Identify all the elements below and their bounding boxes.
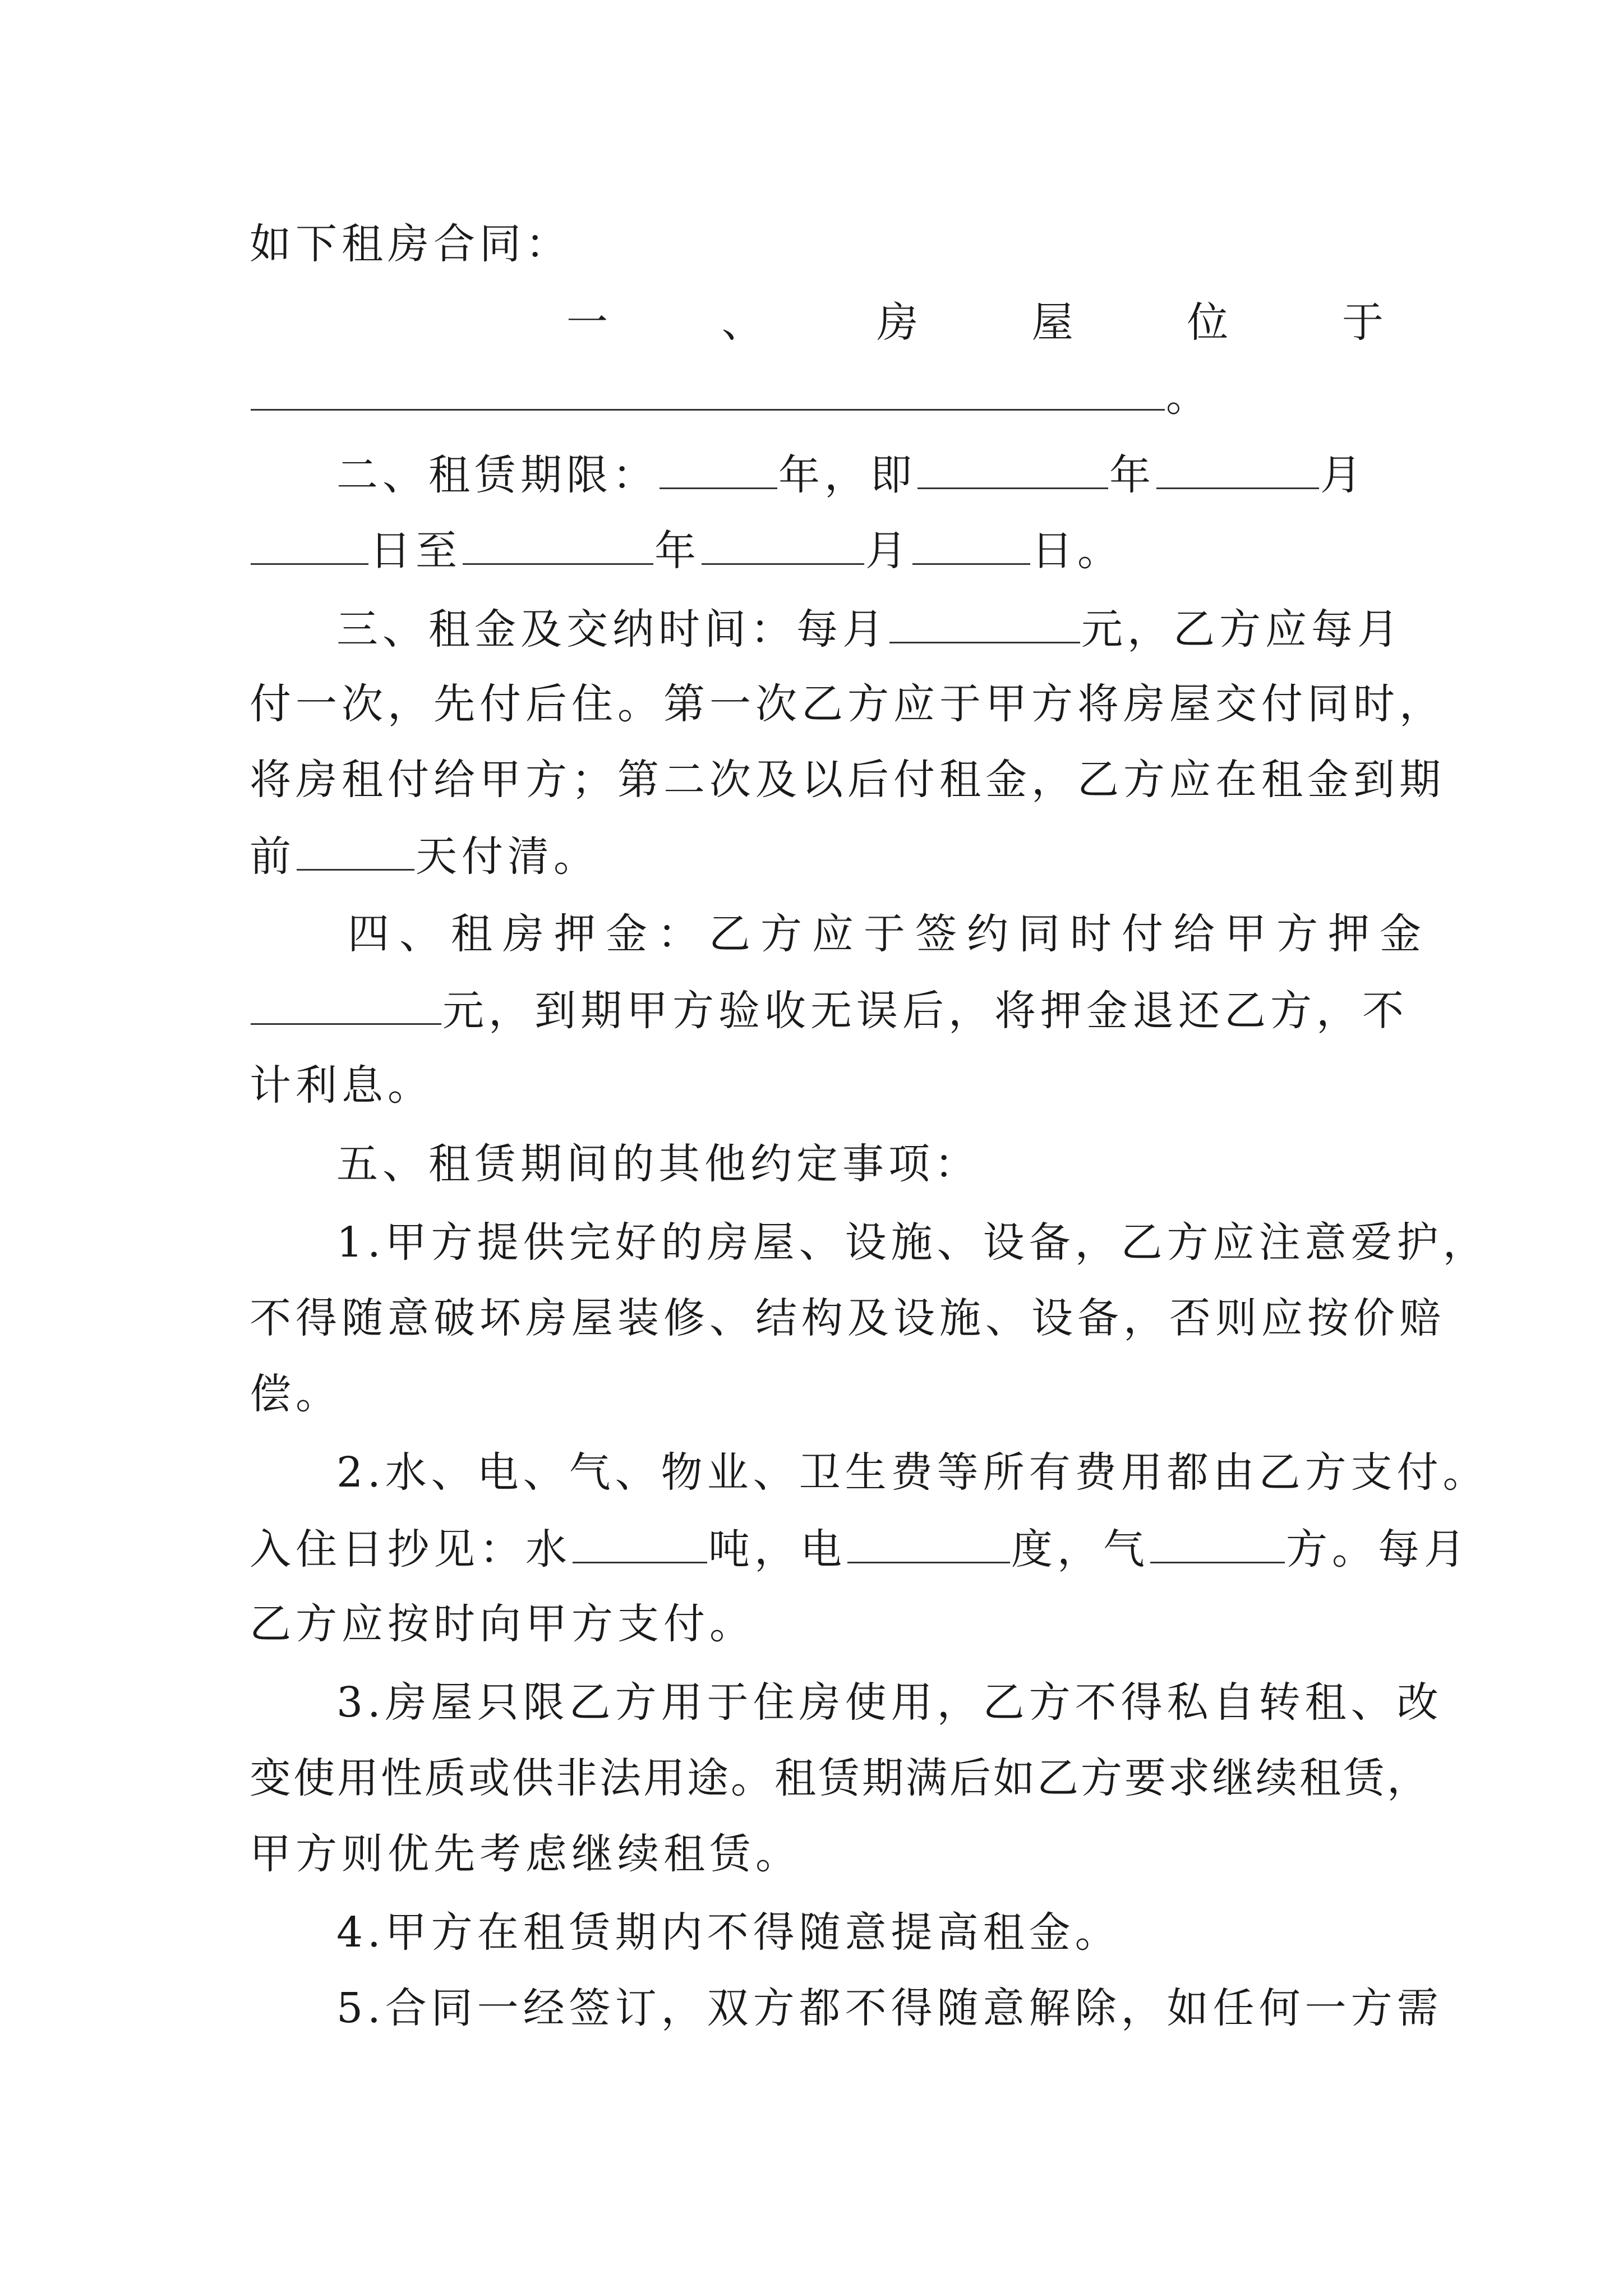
clause3-text: 将房租付给甲方；第二次及以后付租金，乙方应在租金到期 xyxy=(250,756,1445,804)
clause3-text: 元，乙方应每月 xyxy=(1081,605,1403,654)
item1-line2 xyxy=(250,1290,1445,1346)
item3-text: 甲方则优先考虑继续租赁。 xyxy=(250,1830,801,1878)
item3-line1 xyxy=(336,1674,1443,1731)
clause4-text: 四、租房押金：乙方应于签约同时付给甲方押金 xyxy=(348,910,1431,958)
clause2-label: 二、租赁期限： xyxy=(336,451,658,499)
clause3-line2 xyxy=(250,676,1445,732)
clause3-text: 天付清。 xyxy=(416,832,600,881)
item2-line2 xyxy=(250,1520,1470,1576)
end-year-blank xyxy=(463,522,653,565)
item5-line1 xyxy=(336,1980,1443,2036)
clause1-char: 一 xyxy=(566,298,612,347)
item1-text: 偿。 xyxy=(250,1370,342,1418)
clause5-title xyxy=(336,1136,1388,1192)
clause2-text: 年，即 xyxy=(778,451,916,499)
item2-text: 乙方应按时向甲方支付。 xyxy=(250,1600,755,1648)
start-day-blank xyxy=(251,522,368,565)
clause4-line2 xyxy=(250,982,1408,1038)
item3-line3 xyxy=(250,1826,1388,1882)
rent-blank xyxy=(889,600,1080,643)
item2-line1 xyxy=(336,1444,1489,1501)
clause4-line3 xyxy=(250,1057,1388,1114)
clause2-text: 月 xyxy=(1320,451,1366,499)
clause2-text: 日。 xyxy=(1031,527,1123,575)
clause4-line1 xyxy=(348,906,1431,962)
clause4-text: 元，到期甲方验收无误后，将押金退还乙方，不 xyxy=(442,987,1408,1035)
clause1-address-line xyxy=(250,367,1388,424)
item2-line3 xyxy=(250,1596,1388,1652)
end-day-blank xyxy=(912,522,1030,565)
clause2-line1 xyxy=(336,446,1388,502)
clause2-text: 年 xyxy=(654,527,700,575)
clause2-text: 日至 xyxy=(370,527,462,575)
deposit-blank xyxy=(251,982,441,1025)
address-blank xyxy=(251,367,1165,411)
item1-line1 xyxy=(336,1214,1489,1271)
electricity-blank xyxy=(847,1520,1010,1563)
clause4-text: 计利息。 xyxy=(250,1061,434,1110)
intro-text: 如下租房合同： xyxy=(250,220,571,268)
clause1-char: 屋 xyxy=(1031,298,1078,347)
clause1-end: 。 xyxy=(1166,372,1212,421)
clause1-char: 房 xyxy=(877,298,923,347)
item1-line3 xyxy=(250,1366,1388,1422)
item2-text: 吨，电 xyxy=(708,1525,846,1573)
item2-text: 2.水、电、气、物业、卫生费等所有费用都由乙方支付。 xyxy=(336,1448,1489,1497)
clause3-line3 xyxy=(250,752,1445,808)
water-blank xyxy=(573,1520,707,1563)
start-month-blank xyxy=(1156,446,1319,489)
clause2-text: 年 xyxy=(1109,451,1155,499)
item3-line2 xyxy=(250,1750,1431,1806)
item2-text: 入住日抄见：水 xyxy=(250,1525,571,1573)
years-blank xyxy=(660,446,777,489)
clause2-line2 xyxy=(250,522,1388,578)
clause5-title-text: 五、租赁期间的其他约定事项： xyxy=(336,1140,980,1188)
item1-text: 1.甲方提供完好的房屋、设施、设备，乙方应注意爱护， xyxy=(336,1218,1489,1267)
clause3-text: 付一次，先付后住。第一次乙方应于甲方将房屋交付同时， xyxy=(250,680,1445,728)
clause1-heading xyxy=(566,295,1388,351)
item3-text: 3.房屋只限乙方用于住房使用，乙方不得私自转租、改 xyxy=(336,1678,1443,1727)
clause1-char: 于 xyxy=(1341,298,1388,347)
item4-text: 4.甲方在租赁期内不得随意提高租金。 xyxy=(336,1908,1121,1957)
clause1-char: 位 xyxy=(1187,298,1233,347)
item3-text: 变使用性质或供非法用途。租赁期满后如乙方要求继续租赁， xyxy=(250,1754,1431,1802)
clause3-text: 前 xyxy=(250,832,296,881)
intro-line xyxy=(250,216,1388,272)
clause1-char: 、 xyxy=(721,298,768,347)
clause3-line4 xyxy=(250,827,1388,884)
start-year-blank xyxy=(917,446,1108,489)
clause3-label: 三、租金及交纳时间：每月 xyxy=(336,605,888,654)
item2-text: 度，气 xyxy=(1011,1525,1149,1573)
item2-text: 方。每月 xyxy=(1286,1525,1470,1573)
end-month-blank xyxy=(702,522,864,565)
item4-line1 xyxy=(336,1904,1388,1961)
days-blank xyxy=(297,827,414,871)
clause2-text: 月 xyxy=(865,527,911,575)
gas-blank xyxy=(1150,1520,1285,1563)
clause3-line1 xyxy=(336,600,1403,656)
item5-text: 5.合同一经签订，双方都不得随意解除，如任何一方需 xyxy=(336,1984,1443,2032)
item1-text: 不得随意破坏房屋装修、结构及设施、设备，否则应按价赔 xyxy=(250,1294,1445,1342)
